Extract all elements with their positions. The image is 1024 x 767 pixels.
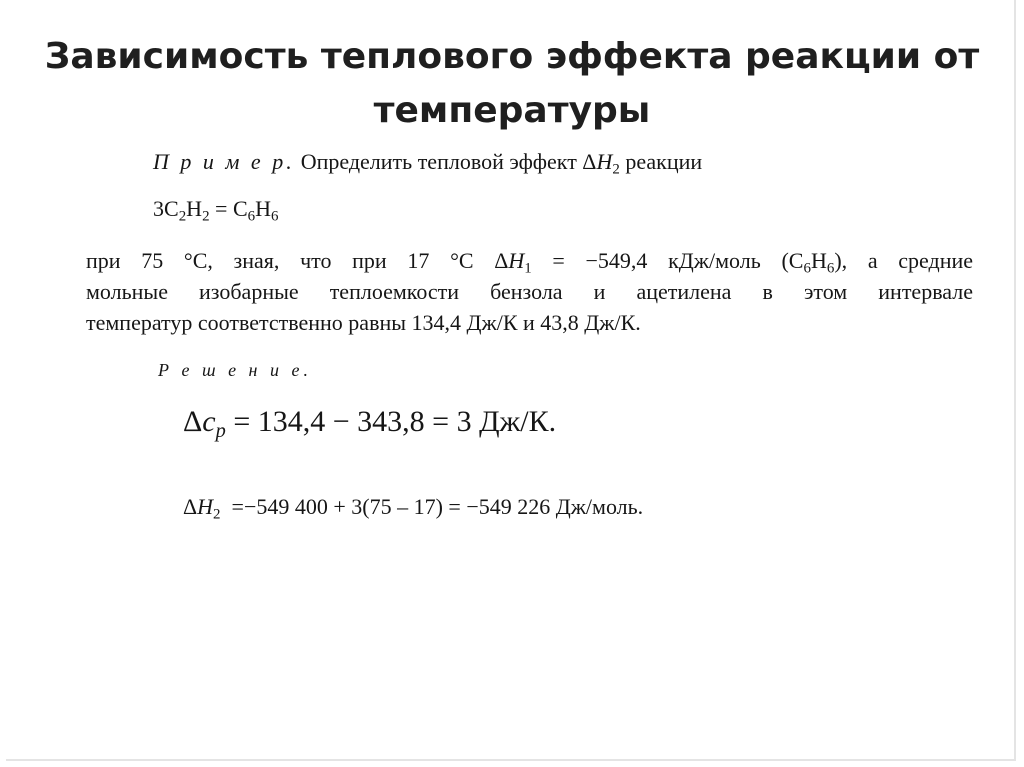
eq2-var: H (197, 494, 214, 519)
example-var-sub: 2 (612, 161, 620, 178)
product-carbon-sub: 6 (247, 208, 256, 225)
eq2-var-sub: 2 (213, 506, 221, 523)
slide-title: Зависимость теплового эффекта реакции от температуры (44, 36, 980, 131)
reaction-equation (153, 196, 279, 225)
condition-text-b: = −549,4 кДж/моль (С (531, 248, 804, 273)
eq1-var-sub: p (215, 420, 226, 443)
reactant-carbon: 3C (153, 196, 179, 221)
product-hydrogen: H (255, 196, 272, 221)
benzene-hydrogen-sub: 6 (826, 260, 835, 277)
example-label: П р и м е р. (153, 149, 295, 174)
example-statement (153, 149, 703, 178)
condition-text-d: ), а средние (834, 248, 974, 273)
solution-label: Р е ш е н и е. (158, 360, 312, 380)
reactant-hydrogen-sub: 2 (202, 208, 210, 225)
enthalpy-equation (183, 494, 644, 523)
eq2-delta: Δ (183, 494, 198, 519)
eq1-delta: Δ (183, 405, 203, 438)
condition-text-a: при 75 °С, зная, что при 17 °С Δ (86, 248, 509, 273)
eq1-rest: = 134,4 − 343,8 = 3 Дж/К. (225, 405, 557, 438)
benzene-carbon-sub: 6 (803, 260, 811, 277)
example-text: Определить тепловой эффект Δ (300, 149, 597, 174)
condition-line-3: температур соответственно равны 134,4 Дж/К и 43,8 Дж/К. (86, 310, 641, 335)
product-carbon: = C (209, 196, 248, 221)
eq1-var: c (202, 405, 216, 438)
product-hydrogen-sub: 6 (271, 208, 279, 225)
example-text-end: реакции (619, 149, 703, 174)
condition-line-2: мольные изобарные теплоемкости бензола и ацетилена в этом интервале (86, 279, 973, 304)
condition-var: H (508, 248, 525, 273)
reactant-hydrogen: H (186, 196, 203, 221)
eq2-rest: =−549 400 + 3(75 – 17) = −549 226 Дж/моль. (220, 494, 644, 519)
benzene-hydrogen: Н (810, 248, 827, 273)
heat-capacity-equation (183, 405, 557, 443)
condition-var-sub: 1 (524, 260, 532, 277)
reactant-carbon-sub: 2 (178, 208, 187, 225)
condition-line-1 (86, 245, 973, 276)
condition-paragraph (86, 245, 973, 338)
example-var: H (596, 149, 613, 174)
